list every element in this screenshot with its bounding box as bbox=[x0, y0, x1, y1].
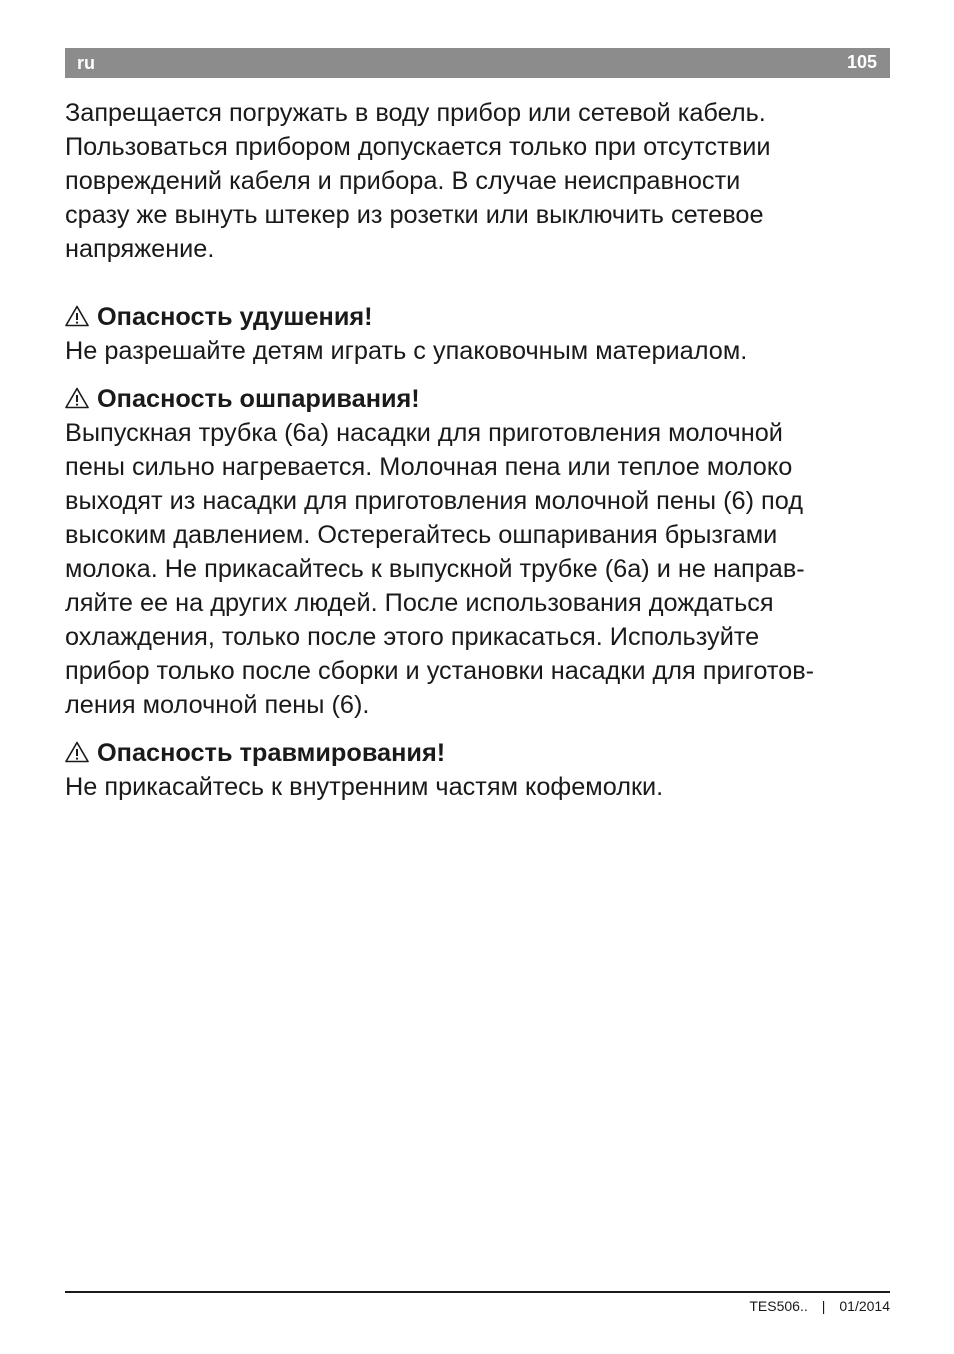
warning-scalding bbox=[65, 382, 895, 722]
warning-suffocation bbox=[65, 300, 895, 368]
warning-text: Не прикасайтесь к внутренним частям кофемолки. bbox=[65, 773, 664, 801]
footer-divider bbox=[65, 1291, 890, 1293]
footer-separator: | bbox=[821, 1298, 826, 1314]
page-header-bar bbox=[65, 48, 890, 78]
warning-triangle-icon bbox=[65, 387, 89, 409]
warning-heading bbox=[65, 382, 895, 416]
footer-model: TES506.. bbox=[749, 1298, 808, 1314]
warning-heading bbox=[65, 300, 895, 334]
page-footer bbox=[749, 1298, 890, 1314]
warning-injury bbox=[65, 736, 895, 804]
warning-text: Выпускная трубка (6a) насадки для приготовления молочной пены сильно нагревается. Молочная пена или теплое молоко выходят из насадки для приготовления молочной пены (6) под высоким давлением. Остерегайтесь ошпаривания брызгами молока. Не прикасайтесь к выпускной трубке (6a) и не направ- ляйте ее на других людей. После использования дождаться охлаждения, только после этого прикасаться. Используйте прибор только после сборки и установки насадки для приготов- ления молочной пены (6). bbox=[65, 419, 815, 719]
page-number: 105 bbox=[846, 52, 877, 72]
page-content bbox=[65, 96, 895, 804]
language-code: ru bbox=[77, 53, 95, 73]
intro-paragraph: Запрещается погружать в воду прибор или сетевой кабель. Пользоваться прибором допускается только при отсутствии повреждений кабеля и прибора. В случае неисправности сразу же вынуть штекер из розетки или выключить сетевое напряжение. bbox=[65, 99, 771, 263]
warning-title: Опасность ошпаривания! bbox=[97, 385, 420, 413]
footer-date: 01/2014 bbox=[839, 1298, 890, 1314]
warning-triangle-icon bbox=[65, 741, 89, 763]
warning-title: Опасность травмирования! bbox=[97, 739, 446, 767]
warning-heading bbox=[65, 736, 895, 770]
warning-text: Не разрешайте детям играть с упаковочным материалом. bbox=[65, 337, 748, 365]
warning-triangle-icon bbox=[65, 305, 89, 327]
warning-title: Опасность удушения! bbox=[97, 303, 373, 331]
